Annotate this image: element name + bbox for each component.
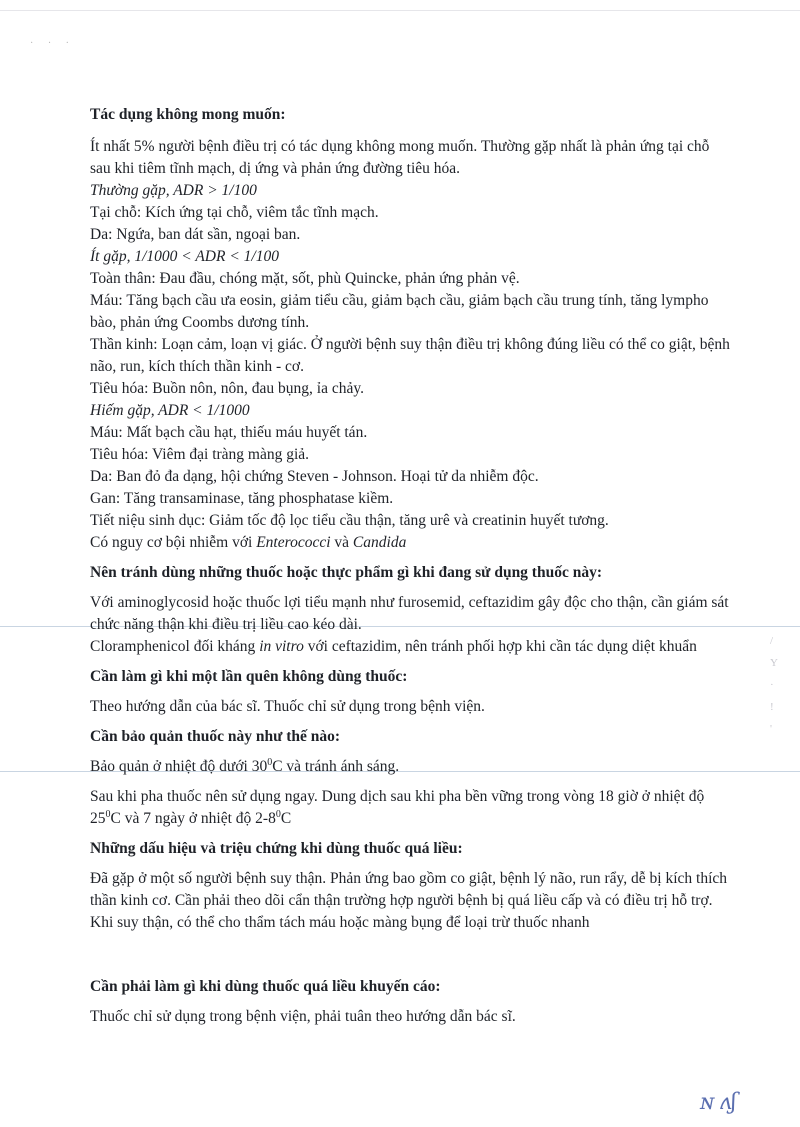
storage-line-1-suffix: C và tránh ánh sáng. bbox=[272, 758, 400, 775]
avoid-line-1: Với aminoglycosid hoặc thuốc lợi tiểu mạnh như furosemid, ceftazidim gây độc cho thận, cần giám sát chức năng thận khi điều trị liều cao kéo dài. bbox=[90, 594, 729, 633]
storage-line-2-part3: C bbox=[280, 810, 292, 827]
avoid-line-2-suffix: với ceftazidim, nên tránh phối hợp khi cần tác dụng diệt khuẩn bbox=[303, 638, 697, 655]
section-heading-overdose: Những dấu hiệu và triệu chứng khi dùng thuốc quá liều: bbox=[90, 840, 463, 857]
organism-enterococci: Enterococci bbox=[256, 534, 331, 551]
adverse-line: Thần kinh: Loạn cảm, loạn vị giác. Ở người bệnh suy thận điều trị không đúng liều có thể co giật, bệnh não, run, kích thích thần kinh - cơ. bbox=[90, 336, 730, 375]
storage-line-1 bbox=[90, 756, 730, 778]
adverse-line: Tại chỗ: Kích ứng tại chỗ, viêm tắc tĩnh mạch. bbox=[90, 204, 379, 221]
storage-line-1-prefix: Bảo quản ở nhiệt độ dưới 30 bbox=[90, 758, 268, 775]
margin-marks: / Y · ! ' bbox=[770, 635, 778, 735]
frequency-label-common: Thường gặp, ADR > 1/100 bbox=[90, 182, 257, 199]
organism-candida: Candida bbox=[352, 534, 407, 551]
missed-text: Theo hướng dẫn của bác sĩ. Thuốc chỉ sử dụng trong bệnh viện. bbox=[90, 698, 485, 715]
overdose-action-text: Thuốc chỉ sử dụng trong bệnh viện, phải tuân theo hướng dẫn bác sĩ. bbox=[90, 1008, 516, 1025]
adverse-line: Toàn thân: Đau đầu, chóng mặt, sốt, phù Quincke, phản ứng phản vệ. bbox=[90, 270, 520, 287]
section-heading-missed: Cần làm gì khi một lần quên không dùng thuốc: bbox=[90, 668, 408, 685]
storage-line-2-part2: C và 7 ngày ở nhiệt độ 2-8 bbox=[110, 810, 276, 827]
degree-sup: 0 bbox=[267, 756, 273, 768]
handwritten-initials: ɴ ʌʃ bbox=[700, 1090, 736, 1115]
adverse-line: Gan: Tăng transaminase, tăng phosphatase kiềm. bbox=[90, 490, 394, 507]
adverse-line: Tiêu hóa: Buồn nôn, nôn, đau bụng, ỉa chảy. bbox=[90, 380, 364, 397]
degree-sup: 0 bbox=[275, 808, 281, 820]
adverse-line: Tiết niệu sinh dục: Giảm tốc độ lọc tiểu cầu thận, tăng urê và creatinin huyết tương. bbox=[90, 512, 609, 529]
risk-and: và bbox=[330, 534, 353, 551]
adverse-line: Da: Ngứa, ban dát sần, ngoại ban. bbox=[90, 226, 301, 243]
adverse-line: Máu: Mất bạch cầu hạt, thiếu máu huyết tán. bbox=[90, 424, 368, 441]
section-heading-storage: Cần bảo quản thuốc này như thế nào: bbox=[90, 728, 341, 745]
frequency-label-rare: Hiếm gặp, ADR < 1/1000 bbox=[90, 402, 250, 419]
storage-line-2-part1: Sau khi pha thuốc nên sử dụng ngay. Dung dịch sau khi pha bền vững trong vòng 18 giờ ở nhiệt độ 25 bbox=[90, 788, 705, 827]
adverse-line: Máu: Tăng bạch cầu ưa eosin, giảm tiểu cầu, giảm bạch cầu, giảm bạch cầu trung tính, tăng lympho bào, phản ứng Coombs dương tính. bbox=[90, 292, 709, 331]
section-heading-avoid: Nên tránh dùng những thuốc hoặc thực phẩm gì khi đang sử dụng thuốc này: bbox=[90, 564, 602, 581]
scan-edge-line bbox=[0, 10, 800, 11]
document-body bbox=[90, 104, 730, 1028]
storage-line-2 bbox=[90, 786, 730, 830]
adverse-intro: Ít nhất 5% người bệnh điều trị có tác dụng không mong muốn. Thường gặp nhất là phản ứng tại chỗ sau khi tiêm tĩnh mạch, dị ứng và phản ứng đường tiêu hóa. bbox=[90, 138, 710, 177]
section-heading-overdose-action: Cần phải làm gì khi dùng thuốc quá liều khuyến cáo: bbox=[90, 978, 441, 995]
avoid-line-2 bbox=[90, 636, 730, 658]
degree-sup: 0 bbox=[105, 808, 111, 820]
overdose-text: Đã gặp ở một số người bệnh suy thận. Phản ứng bao gồm co giật, bệnh lý não, run rẩy, dễ bị kích thích thần kinh cơ. Cần phải theo dõi cẩn thận trường hợp người bệnh bị quá liều cấp và có điều trị hỗ trợ. Khi suy thận, có thể cho thẩm tách máu hoặc màng bụng để loại trừ thuốc nhanh bbox=[90, 870, 728, 931]
risk-prefix: Có nguy cơ bội nhiễm với bbox=[90, 534, 257, 551]
in-vitro-text: in vitro bbox=[259, 638, 304, 655]
adverse-line: Tiêu hóa: Viêm đại tràng màng giả. bbox=[90, 446, 310, 463]
superinfection-risk bbox=[90, 532, 730, 554]
section-heading-adverse: Tác dụng không mong muốn: bbox=[90, 106, 286, 123]
frequency-label-uncommon: Ít gặp, 1/1000 < ADR < 1/100 bbox=[90, 248, 279, 265]
avoid-line-2-prefix: Cloramphenicol đối kháng bbox=[90, 638, 260, 655]
scan-specks: · · · bbox=[30, 38, 75, 49]
adverse-line: Da: Ban đỏ đa dạng, hội chứng Steven - Johnson. Hoại tử da nhiễm độc. bbox=[90, 468, 539, 485]
